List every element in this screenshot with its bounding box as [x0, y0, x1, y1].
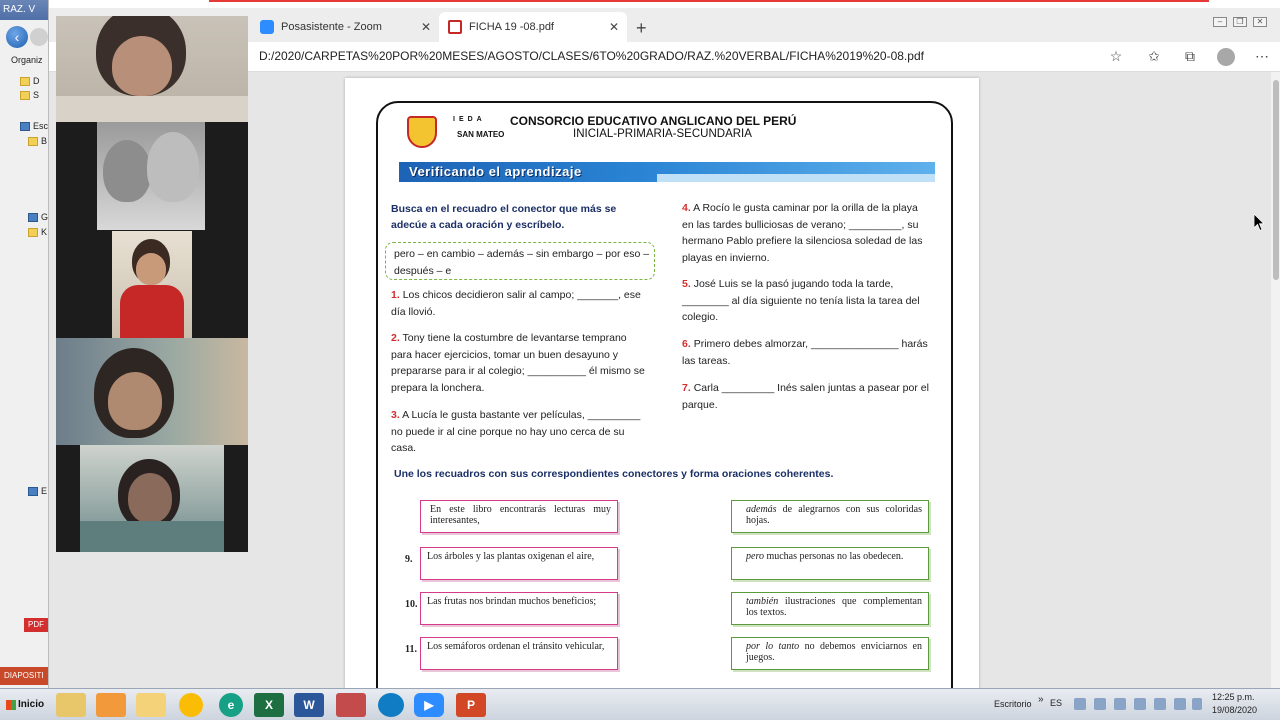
tab-pdf[interactable]: [439, 12, 627, 42]
close-icon[interactable]: ✕: [608, 20, 619, 34]
participant-video[interactable]: [80, 445, 224, 552]
slides-window-title[interactable]: DIAPOSITI: [0, 667, 52, 685]
tab-zoom[interactable]: [251, 12, 439, 42]
more-menu-icon[interactable]: ⋯: [1255, 48, 1269, 64]
section-title: Verificando el aprendizaje: [409, 164, 582, 179]
back-button[interactable]: ‹: [6, 26, 28, 48]
action-center-icon[interactable]: [1174, 698, 1186, 710]
question-3: 3. A Lucía le gusta bastante ver películas, _________ no puede ir al cine porque no hay uno cerca de su casa.: [391, 409, 641, 454]
question-2: 2. Tony tiene la costumbre de levantarse temprano para hacer ejercicios, tomar un buen desayuno y prepararse para ir al colegio; __________ él mismo se prepara la lonchera.: [391, 332, 645, 394]
question-1: 1. Los chicos decidieron salir al campo; _______, ese día llovió.: [391, 289, 641, 318]
word-icon[interactable]: W: [294, 693, 324, 717]
close-icon[interactable]: ✕: [420, 20, 431, 34]
tray-icon[interactable]: [1074, 698, 1086, 710]
pdf-scrollbar[interactable]: [1271, 72, 1280, 688]
favorite-star-icon[interactable]: ☆: [1109, 48, 1123, 64]
participant-face: [112, 36, 172, 96]
participant-video[interactable]: [112, 231, 192, 338]
computer-icon: [20, 122, 30, 131]
snipping-tool-icon[interactable]: [336, 693, 366, 717]
network-icon[interactable]: [1114, 698, 1126, 710]
participant-uniform: [120, 285, 184, 338]
zoom-icon: [260, 20, 274, 34]
participant-face: [108, 372, 162, 430]
edge-icon[interactable]: [378, 693, 404, 717]
participant-face: [128, 473, 172, 523]
match-number: 9.: [405, 554, 413, 565]
file-explorer-icon[interactable]: [56, 693, 86, 717]
favorites-list-icon[interactable]: ✩: [1148, 48, 1160, 64]
scroll-thumb[interactable]: [1273, 80, 1279, 280]
match-right-box: por lo tanto no debemos enviciarnos en juegos.: [731, 637, 929, 670]
participant-shirt: [80, 521, 224, 552]
zoom-video-gallery: [56, 16, 248, 552]
school-levels: INICIAL-PRIMARIA-SECUNDARIA: [573, 128, 752, 140]
chrome-icon[interactable]: [179, 693, 203, 717]
instruction-1: Busca en el recuadro el conector que más se adecúe a cada oración y escríbelo.: [391, 203, 617, 231]
match-left-box: Los árboles y las plantas oxigenan el aire,: [420, 547, 618, 580]
match-left-box: En este libro encontrarás lecturas muy interesantes,: [420, 500, 618, 533]
minimize-button[interactable]: –: [1213, 17, 1227, 27]
clock-date[interactable]: 19/08/2020: [1212, 705, 1258, 715]
match-left-box: Las frutas nos brindan muchos beneficios;: [420, 592, 618, 625]
background-explorer-window[interactable]: [0, 0, 52, 688]
edge-legacy-icon[interactable]: e: [219, 693, 243, 717]
tree-item[interactable]: G: [28, 212, 58, 226]
folder-icon[interactable]: [136, 693, 166, 717]
folder-icon: [20, 77, 30, 86]
pdf-icon: [448, 20, 462, 34]
section-banner: [399, 162, 935, 182]
network-icon: [28, 213, 38, 222]
new-tab-button[interactable]: +: [636, 18, 647, 38]
folder-icon: [28, 137, 38, 146]
powerpoint-icon[interactable]: P: [456, 693, 486, 717]
organize-menu[interactable]: Organiz: [11, 55, 43, 65]
url-text[interactable]: D:/2020/CARPETAS%20POR%20MESES/AGOSTO/CLASES/6TO%20GRADO/RAZ.%20VERBAL/FICHA%2019%20-08.pdf: [259, 49, 924, 63]
tree-item[interactable]: S: [20, 90, 50, 104]
toolbar-chevron-icon[interactable]: »: [1038, 694, 1044, 705]
question-7: 7. Carla _________ Inés salen juntas a pasear por el parque.: [682, 382, 929, 411]
excel-icon[interactable]: X: [254, 693, 284, 717]
start-button[interactable]: Inicio: [2, 693, 46, 717]
participant-face: [136, 253, 166, 285]
connectors-box: [385, 242, 655, 280]
media-player-icon[interactable]: [96, 693, 126, 717]
participant-face: [147, 132, 199, 202]
profile-avatar[interactable]: [1217, 48, 1235, 66]
zoom-share-indicator: [209, 0, 1209, 2]
banner-stripe: [657, 174, 935, 182]
tree-item[interactable]: K: [28, 227, 58, 241]
tab-label: Posasistente - Zoom: [281, 21, 382, 33]
logo-san-mateo: SAN MATEO: [457, 130, 505, 139]
participant-face: [103, 140, 151, 202]
maximize-button[interactable]: ❐: [1233, 17, 1247, 27]
drive-icon: [28, 487, 38, 496]
volume-icon[interactable]: [1134, 698, 1146, 710]
participant-video[interactable]: [97, 122, 205, 230]
match-right-box: pero muchas personas no las obedecen.: [731, 547, 929, 580]
tree-item[interactable]: Esc: [20, 121, 50, 135]
question-6: 6. Primero debes almorzar, _______________ harás las tareas.: [682, 338, 928, 367]
connectors-list: pero – en cambio – además – sin embargo – por eso – después – e: [394, 248, 650, 277]
collections-icon[interactable]: ⧉: [1185, 48, 1195, 64]
desktop-toolbar-label[interactable]: Escritorio: [994, 699, 1032, 709]
match-left-box: Los semáforos ordenan el tránsito vehicular,: [420, 637, 618, 670]
participant-arms: [56, 96, 248, 122]
tray-icon[interactable]: [1154, 698, 1166, 710]
clock-time[interactable]: 12:25 p.m.: [1212, 692, 1255, 702]
logo-ieda: IEDA: [453, 116, 486, 123]
pdf-file-icon[interactable]: PDF: [24, 618, 48, 632]
match-number: 11.: [405, 644, 417, 655]
windows-logo-icon: [6, 700, 16, 710]
folder-icon: [28, 228, 38, 237]
question-4: 4. A Rocío le gusta caminar por la orilla de la playa en las tardes bulliciosas de verano; _________, su hermano Pablo prefiere la silenciosa soledad de las playas en invierno.: [682, 202, 923, 264]
match-right-box: también ilustraciones que complementan los textos.: [731, 592, 929, 625]
background-window-title[interactable]: RAZ. V: [0, 0, 52, 20]
tab-label: FICHA 19 -08.pdf: [469, 21, 554, 33]
folder-icon: [20, 91, 30, 100]
school-name: CONSORCIO EDUCATIVO ANGLICANO DEL PERÚ: [510, 114, 797, 128]
language-indicator[interactable]: ES: [1050, 698, 1063, 708]
tree-item[interactable]: B: [28, 136, 58, 150]
tray-icon[interactable]: [1094, 698, 1106, 710]
tree-item[interactable]: E: [28, 486, 58, 500]
tree-item[interactable]: D: [20, 76, 50, 90]
mouse-cursor-icon: [1254, 214, 1266, 232]
instruction-2: Une los recuadros con sus correspondientes conectores y forma oraciones coherentes.: [394, 468, 834, 480]
question-5: 5. José Luis se la pasó jugando toda la tarde, ________ al día siguiente no tenía lista la tarea del colegio.: [682, 278, 920, 323]
zoom-icon[interactable]: ▶: [414, 693, 444, 717]
forward-button[interactable]: [30, 28, 48, 46]
participant-video[interactable]: [56, 16, 248, 122]
school-crest-icon: [407, 116, 437, 148]
match-number: 10.: [405, 599, 418, 610]
tray-icon[interactable]: [1192, 698, 1202, 710]
match-right-box: además de alegrarnos con sus coloridas hojas.: [731, 500, 929, 533]
participant-video[interactable]: [56, 338, 248, 445]
pdf-page: [345, 78, 979, 688]
close-window-button[interactable]: ✕: [1253, 17, 1267, 27]
windows-taskbar: [0, 688, 1280, 720]
